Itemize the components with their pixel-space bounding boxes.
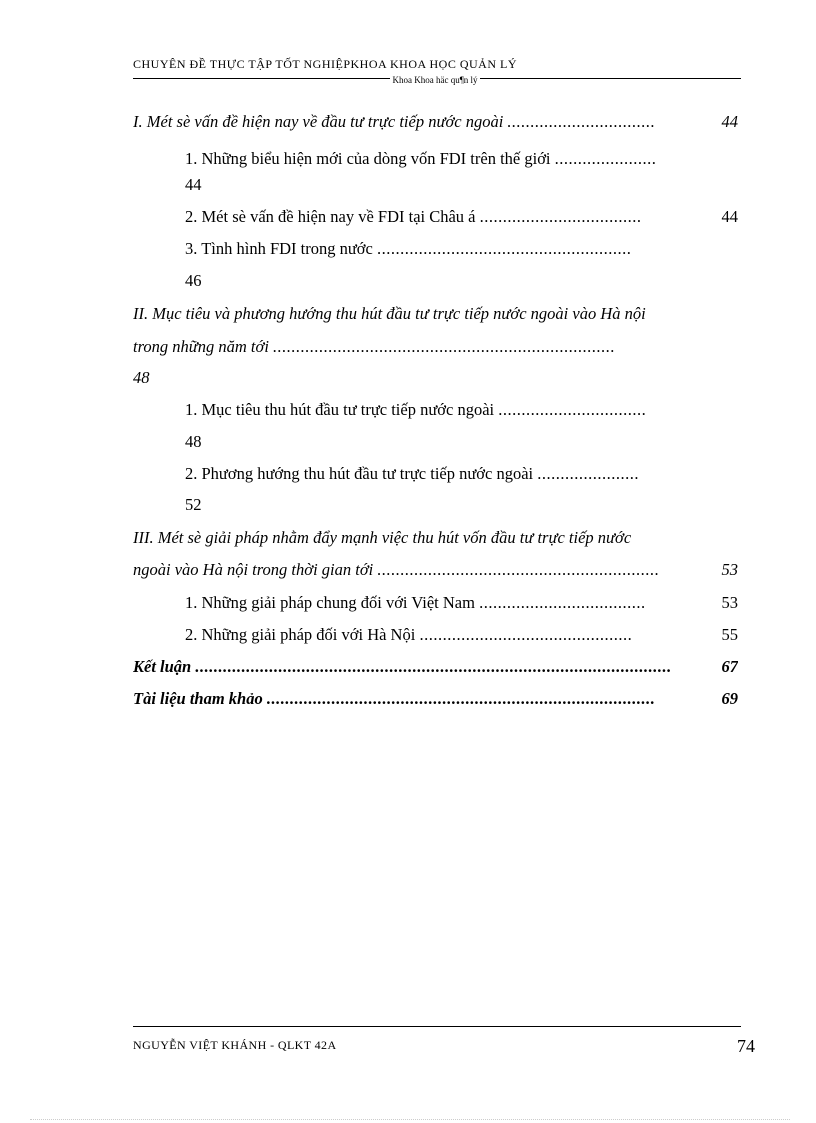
toc-entry-3-line2 bbox=[133, 557, 738, 583]
page-bottom-edge bbox=[30, 1119, 790, 1120]
toc-page-number: 67 bbox=[720, 654, 739, 680]
toc-entry-2-2 bbox=[185, 461, 738, 487]
toc-leader: ...................... bbox=[554, 149, 657, 168]
header-title: CHUYÊN ĐỀ THỰC TẬP TỐT NGHIỆPKHOA KHOA HỌC QUẢN LÝ bbox=[133, 57, 517, 71]
toc-entry-1-2 bbox=[185, 204, 738, 230]
toc-page-number: 44 bbox=[720, 109, 739, 135]
footer-rule bbox=[133, 1026, 741, 1027]
toc-page-number: 48 bbox=[185, 432, 202, 451]
toc-entry-text: 1. Những giải pháp chung đối với Việt Nam bbox=[185, 593, 480, 612]
toc-entry-conclusion bbox=[133, 654, 738, 680]
toc-entry-1-1-page bbox=[185, 172, 738, 198]
toc-entry-1 bbox=[133, 109, 738, 135]
toc-page-number: 44 bbox=[720, 204, 739, 230]
toc-entry-2 bbox=[133, 301, 738, 327]
toc-entry-2-page bbox=[133, 365, 738, 391]
toc-page-number: 53 bbox=[720, 590, 739, 616]
toc-leader: ................................... bbox=[479, 207, 642, 226]
toc-entry-text: Tài liệu tham khảo bbox=[133, 689, 267, 708]
toc-page-number: 69 bbox=[720, 686, 739, 712]
toc-leader: .............................................. bbox=[419, 625, 633, 644]
toc-entry-text: 2. Phương hướng thu hút đầu tư trực tiếp nước ngoài bbox=[185, 464, 538, 483]
toc-leader: ............................................................. bbox=[377, 560, 660, 579]
toc-leader: .......................................................................... bbox=[273, 337, 616, 356]
toc-entry-1-3-page bbox=[185, 268, 738, 294]
toc-entry-references bbox=[133, 686, 738, 712]
toc-leader: ................................ bbox=[507, 112, 656, 131]
toc-entry-text-cont: ngoài vào Hà nội trong thời gian tới bbox=[133, 560, 378, 579]
toc-entry-1-3 bbox=[185, 236, 738, 262]
toc-entry-text: 1. Mục tiêu thu hút đầu tư trực tiếp nước ngoài bbox=[185, 400, 499, 419]
toc-page-number: 44 bbox=[185, 175, 202, 194]
toc-entry-2-line2 bbox=[133, 334, 738, 360]
toc-entry-2-2-page bbox=[185, 492, 738, 518]
toc-entry-text-cont: trong những năm tới bbox=[133, 337, 274, 356]
toc-page-number: 48 bbox=[133, 368, 150, 387]
header-subtitle: Khoa Khoa häc qu¶n lý bbox=[392, 75, 478, 85]
page-number: 74 bbox=[737, 1036, 755, 1056]
toc-entry-text: 2. Những giải pháp đối với Hà Nội bbox=[185, 625, 420, 644]
toc-page-number: 46 bbox=[185, 271, 202, 290]
toc-leader: .................................... bbox=[479, 593, 646, 612]
toc-page-number: 55 bbox=[720, 622, 739, 648]
toc-entry-text: 1. Những biểu hiện mới của dòng vốn FDI trên thế giới bbox=[185, 149, 555, 168]
toc-leader: ................................ bbox=[498, 400, 647, 419]
toc-entry-3-2 bbox=[185, 622, 738, 648]
toc-page-number: 52 bbox=[185, 495, 202, 514]
toc-entry-3 bbox=[133, 525, 738, 551]
toc-leader: ....................................................... bbox=[376, 239, 632, 258]
header-subtitle-wrap bbox=[0, 75, 816, 85]
toc-leader: ....................................................................................................... bbox=[195, 657, 672, 676]
toc-leader: .................................................................................... bbox=[266, 689, 656, 708]
toc-entry-3-1 bbox=[185, 590, 738, 616]
footer-author: NGUYỄN VIỆT KHÁNH - QLKT 42A bbox=[133, 1038, 337, 1052]
toc-entry-text: I. Mét sè vấn đề hiện nay về đầu tư trực tiếp nước ngoài bbox=[133, 112, 508, 131]
toc-entry-2-1-page bbox=[185, 429, 738, 455]
toc-entry-1-1 bbox=[185, 146, 738, 172]
toc-entry-text: 3. Tình hình FDI trong nước bbox=[185, 239, 377, 258]
toc-page-number: 53 bbox=[720, 557, 739, 583]
toc-entry-2-1 bbox=[185, 397, 738, 423]
toc-leader: ...................... bbox=[537, 464, 640, 483]
toc-entry-text: III. Mét sè giải pháp nhằm đẩy mạnh việc thu hút vốn đầu tư trực tiếp nước bbox=[133, 528, 632, 547]
toc-entry-text: II. Mục tiêu và phương hướng thu hút đầu tư trực tiếp nước ngoài vào Hà nội bbox=[133, 304, 646, 323]
toc-entry-text: Kết luận bbox=[133, 657, 196, 676]
toc-entry-text: 2. Mét sè vấn đề hiện nay về FDI tại Châu á bbox=[185, 207, 480, 226]
